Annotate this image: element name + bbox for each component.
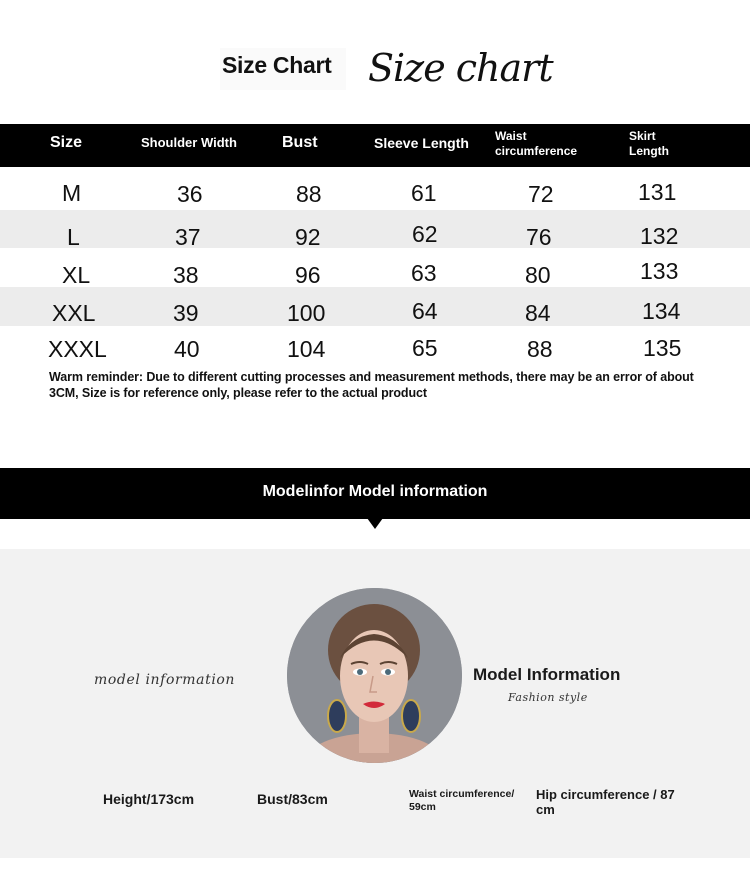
model-hip: Hip circumference / 87 cm (536, 787, 675, 817)
header-sleeve-length: Sleeve Length (374, 135, 469, 151)
cell-waist-m: 72 (528, 181, 554, 207)
cell-skirt-xxl: 134 (642, 298, 681, 324)
row-shade-xxl (0, 287, 750, 326)
banner-pointer-icon (367, 518, 383, 529)
header-shoulder-width: Shoulder Width (141, 135, 237, 150)
cell-bust-m: 88 (296, 181, 322, 207)
cell-shoulder-xl: 38 (173, 262, 199, 288)
cell-size-xl: XL (62, 262, 91, 288)
header-bust: Bust (282, 134, 318, 151)
cell-skirt-m: 131 (638, 179, 677, 205)
model-info-banner-title: Modelinfor Model information (262, 483, 488, 500)
row-shade-l (0, 210, 750, 248)
cell-sleeve-m: 61 (411, 180, 437, 206)
cell-skirt-xxxl: 135 (643, 335, 682, 361)
cell-bust-xxl: 100 (287, 300, 326, 326)
cell-shoulder-l: 37 (175, 224, 201, 250)
cell-waist-xl: 80 (525, 262, 551, 288)
model-info-title: Model Information (473, 665, 621, 684)
model-bust: Bust/83cm (257, 791, 328, 807)
model-portrait-illustration (287, 588, 462, 763)
model-waist: Waist circumference/ 59cm (409, 788, 515, 813)
cell-size-m: M (62, 180, 82, 206)
cell-shoulder-m: 36 (177, 181, 203, 207)
cell-size-xxxl: XXXL (48, 336, 107, 362)
size-chart-title: Size Chart (222, 52, 332, 78)
cell-shoulder-xxxl: 40 (174, 336, 200, 362)
model-info-subtitle: Fashion style (508, 691, 588, 704)
cell-sleeve-xxl: 64 (412, 298, 438, 324)
cell-sleeve-l: 62 (412, 221, 438, 247)
header-waist-circumference: Waist circumference (495, 129, 578, 158)
cell-waist-xxl: 84 (525, 300, 551, 326)
cell-size-xxl: XXL (52, 300, 96, 326)
cell-sleeve-xxxl: 65 (412, 335, 438, 361)
header-size: Size (50, 134, 83, 151)
cell-bust-l: 92 (295, 224, 321, 250)
cell-sleeve-xl: 63 (411, 260, 437, 286)
warm-reminder: Warm reminder: Due to different cutting processes and measurement methods, there may be an error of about 3CM, Size is for reference only, please refer to the actual product (49, 370, 694, 400)
cell-bust-xl: 96 (295, 262, 321, 288)
model-height: Height/173cm (103, 791, 195, 807)
size-chart-script-title: Size chart (368, 46, 553, 90)
cell-shoulder-xxl: 39 (173, 300, 199, 326)
cell-waist-l: 76 (526, 224, 552, 250)
cell-bust-xxxl: 104 (287, 336, 326, 362)
cell-waist-xxxl: 88 (527, 336, 553, 362)
model-info-script-label: model information (94, 672, 236, 688)
cell-size-l: L (67, 224, 80, 250)
cell-skirt-xl: 133 (640, 258, 679, 284)
model-portrait (287, 588, 462, 763)
cell-skirt-l: 132 (640, 223, 679, 249)
header-skirt-length: Skirt Length (629, 129, 669, 158)
